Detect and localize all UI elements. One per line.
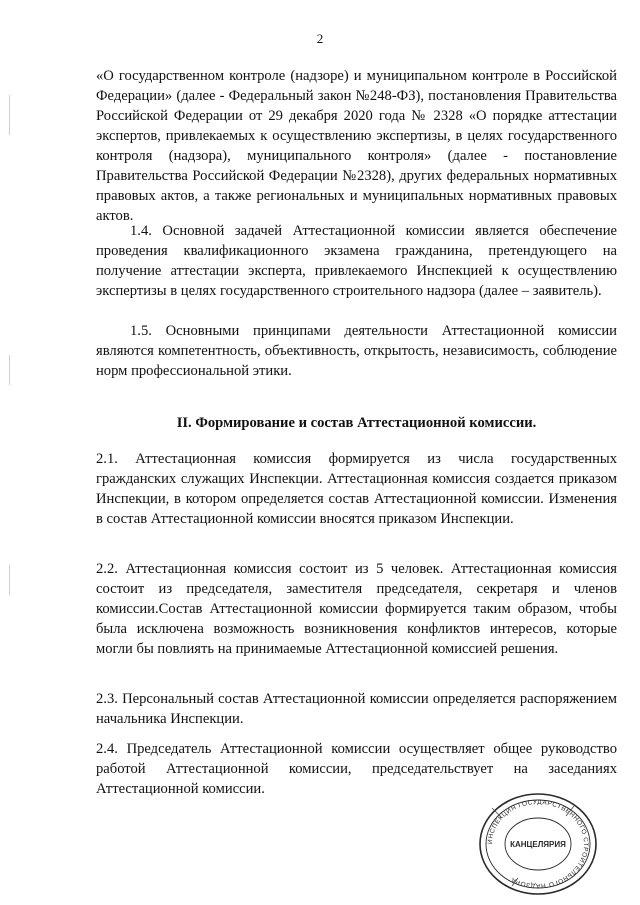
stamp-center-text: КАНЦЕЛЯРИЯ <box>510 840 566 849</box>
section-heading: II. Формирование и состав Аттестационной комиссии. <box>176 415 537 431</box>
paragraph-2-4: 2.4. Председатель Аттестационной комиссии осуществляет общее руководство работой Аттестационной комиссии, председательствует на заседаниях Аттестационной комиссии. <box>96 741 617 797</box>
paragraph-2-2: 2.2. Аттестационная комиссия состоит из 5 человек. Аттестационная комиссия состоит из председателя, заместителя председателя, секретаря и членов комиссии.Состав Аттестационной комиссии формируется таким образом, чтобы была исключена возможность возникновения конфликтов интересов, которые могли бы повлиять на принимаемые Аттестационной комиссией решения. <box>96 561 617 657</box>
paragraph-2-1: 2.1. Аттестационная комиссия формируется из числа государственных гражданских служащих Инспекции. Аттестационная комиссия создается приказом Инспекции, в котором определяется состав Аттестационной комиссии. Изменения в состав Аттестационной комиссии вносятся приказом Инспекции. <box>96 451 617 527</box>
paragraph-1-5: 1.5. Основными принципами деятельности Аттестационной комиссии являются компетентность, объективность, открытость, независимость, соблюдение норм профессиональной этики. <box>96 323 617 379</box>
scan-margin-mark <box>9 565 10 595</box>
paragraph-2-3: 2.3. Персональный состав Аттестационной комиссии определяется распоряжением начальника Инспекции. <box>96 691 617 727</box>
scan-margin-mark <box>9 355 10 385</box>
page-number: 2 <box>316 31 324 46</box>
paragraph-continuation: «О государственном контроле (надзоре) и муниципальном контроле в Российской Федерации» (далее - Федеральный закон №248-ФЗ), постановления Правительства Российской Федерации от 29 декабря 2020 года № 2328 «О порядке аттестации экспертов, привлекаемых к осуществлению экспертизы, в целях государственного контроля (надзора), муниципального контроля» (далее - постановление Правительства Российской Федерации №2328), других федеральных нормативных правовых актов, а также региональных и муниципальных нормативных правовых актов. <box>96 68 617 224</box>
scan-margin-mark <box>9 95 10 135</box>
office-stamp <box>462 778 612 902</box>
stamp-ring-text: ИНСПЕКЦИЯ ГОСУДАРСТВЕННОГО СТРОИТЕЛЬНОГО НАДЗОРА <box>486 798 590 890</box>
paragraph-1-4: 1.4. Основной задачей Аттестационной комиссии является обеспечение проведения квалификационного экзамена гражданина, претендующего на получение аттестации эксперта, привлекаемого Инспекцией к осуществлению экспертизы в целях государственного строительного надзора (далее – заявитель). <box>96 223 617 299</box>
